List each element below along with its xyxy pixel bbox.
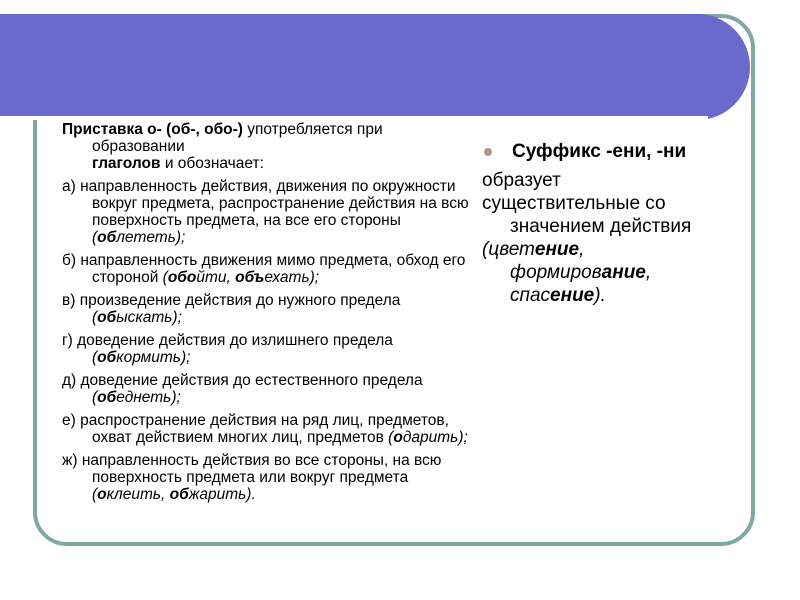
suffix-bullet bbox=[482, 141, 742, 162]
item-a-ex-close: ); bbox=[175, 229, 186, 246]
item-b-ex-rest-2: ехать bbox=[264, 269, 310, 286]
item-zh-ex-prefix-2: об bbox=[169, 486, 189, 503]
right-ex3-suffix: ение bbox=[550, 285, 595, 306]
item-g-ex-close: ); bbox=[180, 349, 191, 366]
item-zh-lead: ж) направленность действия во все стороны, на всю поверхность предмета или вокруг предмета bbox=[62, 452, 442, 486]
list-item-g bbox=[62, 332, 470, 366]
item-zh-ex-rest-2: жарить bbox=[188, 486, 247, 503]
right-line-3: значением действия bbox=[510, 216, 692, 237]
right-ex1-stem: цвет bbox=[488, 239, 535, 260]
item-zh-ex-close: ). bbox=[246, 486, 256, 503]
item-e-ex-prefix: о bbox=[393, 429, 403, 446]
right-ex2-comma: , bbox=[645, 262, 652, 283]
right-example-1 bbox=[482, 239, 742, 260]
right-example-2 bbox=[482, 262, 742, 283]
item-e-ex-rest: дарить bbox=[402, 429, 459, 446]
item-b-ex-prefix-1: обо bbox=[167, 269, 197, 286]
item-g-ex-rest: кормить bbox=[116, 349, 181, 366]
item-e-ex-open: ( bbox=[383, 429, 394, 446]
right-example-3 bbox=[482, 285, 742, 306]
right-ex1-comma: , bbox=[579, 239, 585, 260]
banner-divider bbox=[0, 116, 708, 120]
right-ex2-suffix: ание bbox=[601, 262, 646, 283]
title-banner bbox=[0, 14, 750, 120]
item-e-lead: е) распространение действия на ряд лиц, предметов, охват действием многих лиц, предметов bbox=[62, 412, 449, 446]
intro-prefix: Приставка о- (об-, обо-) bbox=[62, 121, 243, 138]
left-column bbox=[62, 121, 470, 509]
item-d-lead: д) доведение действия до естественного предела bbox=[62, 372, 423, 389]
item-d-ex-open: ( bbox=[92, 389, 98, 406]
item-zh-ex-rest-1: клеить, bbox=[106, 486, 170, 503]
right-ex1-suffix: ение bbox=[534, 239, 580, 260]
item-b-ex-open: ( bbox=[158, 269, 168, 286]
item-a-ex-prefix: об bbox=[97, 229, 117, 246]
intro-verbs: глаголов bbox=[92, 155, 161, 172]
suffix-heading: Суффикс -ени, -ни bbox=[512, 141, 687, 162]
intro-paragraph bbox=[62, 121, 470, 172]
item-zh-ex-prefix-1: о bbox=[97, 486, 107, 503]
item-v-ex-prefix: об bbox=[97, 309, 117, 326]
item-v-lead: в) произведение действия до нужного предела bbox=[62, 292, 401, 309]
right-ex3-stem: спас bbox=[510, 285, 551, 306]
item-zh-ex-open: ( bbox=[92, 486, 98, 503]
list-item-d bbox=[62, 372, 470, 406]
item-b-lead: б) направленность движения мимо предмета, обход его стороной bbox=[62, 252, 466, 286]
intro-text-1: употребляется при образовании bbox=[92, 121, 383, 155]
item-d-ex-rest: еднеть bbox=[116, 389, 172, 406]
item-b-ex-close: ); bbox=[309, 269, 320, 286]
item-v-ex-open: ( bbox=[92, 309, 98, 326]
item-g-ex-prefix: об bbox=[97, 349, 117, 366]
right-line-2: существительные со bbox=[482, 193, 666, 214]
list-item-e bbox=[62, 412, 470, 446]
list-item-a bbox=[62, 178, 470, 246]
item-g-lead: г) доведение действия до излишнего предела bbox=[62, 332, 393, 349]
right-ex3-close: ). bbox=[594, 285, 606, 306]
item-b-ex-prefix-2: объ bbox=[235, 269, 265, 286]
item-d-ex-prefix: об bbox=[97, 389, 117, 406]
item-a-lead: а) направленность действия, движения по окружности вокруг предмета, распространение действия на всю поверхность предмета, на все его стороны bbox=[62, 178, 469, 229]
right-line-1: образует bbox=[482, 170, 561, 191]
item-d-ex-close: ); bbox=[171, 389, 181, 406]
bullet-dot-icon bbox=[484, 148, 492, 156]
item-a-ex-rest: лететь bbox=[116, 229, 176, 246]
list-item-b bbox=[62, 252, 470, 286]
item-a-ex-open: ( bbox=[92, 229, 98, 246]
item-v-ex-close: ); bbox=[172, 309, 182, 326]
item-v-ex-rest: ыскать bbox=[116, 309, 173, 326]
right-column bbox=[482, 141, 742, 308]
intro-text-2: и обозначает: bbox=[160, 155, 264, 172]
list-item-v bbox=[62, 292, 470, 326]
list-item-zh bbox=[62, 452, 470, 503]
item-e-ex-close: ); bbox=[458, 429, 468, 446]
right-ex2-stem: формиров bbox=[510, 262, 602, 283]
right-ex-open: ( bbox=[482, 239, 489, 260]
item-g-ex-open: ( bbox=[92, 349, 98, 366]
item-b-ex-rest-1: йти, bbox=[196, 269, 236, 286]
